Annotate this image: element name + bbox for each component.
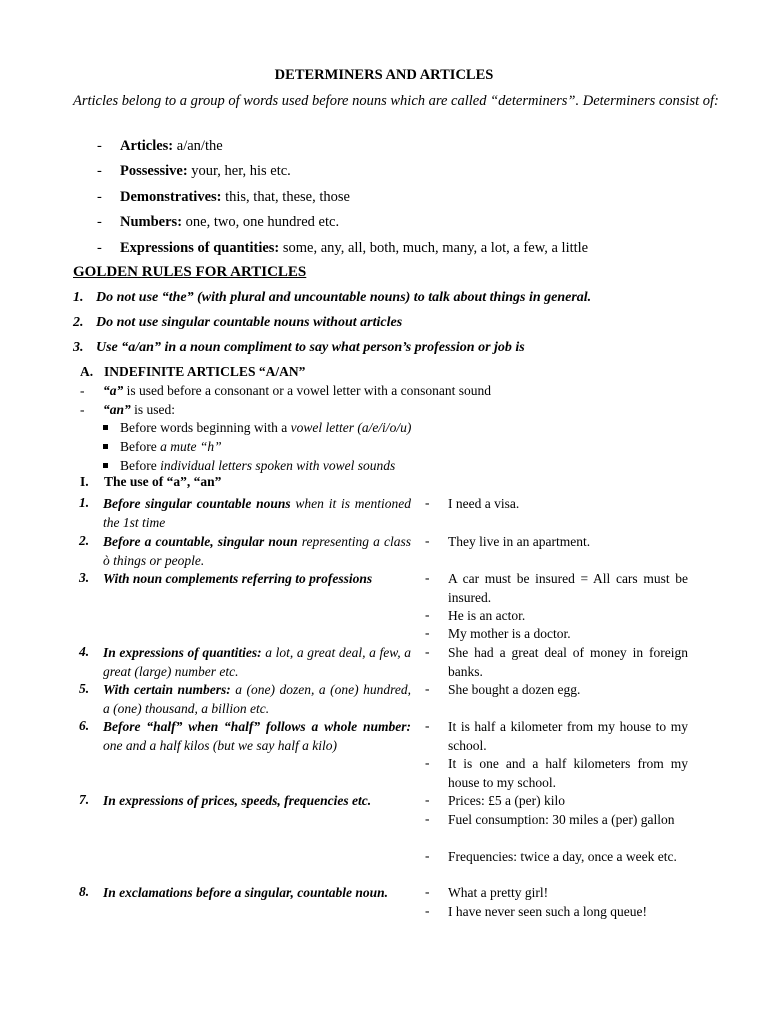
use-rule-bold: In expressions of prices, speeds, frequencies etc. xyxy=(103,793,372,808)
an-term: “an” xyxy=(103,402,131,417)
use-number: 4. xyxy=(79,644,90,659)
section-a-title: INDEFINITE ARTICLES “A/AN” xyxy=(104,364,306,379)
use-rule-detail: one and a half kilos (but we say half a kilo) xyxy=(103,737,337,753)
bullet-text: Before xyxy=(120,439,161,454)
bullet-italic: vowel letter (a/e/i/o/u) xyxy=(290,420,412,435)
use-number: 5. xyxy=(79,681,90,696)
example-text: She had a great deal of money in foreign banks. xyxy=(448,645,688,679)
use-rule-bold: Before “half” when “half” follows a whole number: xyxy=(103,719,411,734)
example-text: I need a visa. xyxy=(448,496,520,511)
golden-rule xyxy=(73,315,402,331)
rule-text: Do not use singular countable nouns without articles xyxy=(96,315,403,330)
example-text: A car must be insured = All cars must be insured. xyxy=(448,571,688,605)
example-text: Fuel consumption: 30 miles a (per) gallon xyxy=(448,812,675,827)
determiner-dash: - xyxy=(97,189,102,205)
rule-text: Do not use “the” (with plural and uncountable nouns) to talk about things in general. xyxy=(96,290,592,305)
use-rule-bold: With noun complements referring to professions xyxy=(103,571,373,586)
example-text: My mother is a doctor. xyxy=(448,626,571,641)
determiner-dash: - xyxy=(97,240,102,256)
use-rule xyxy=(103,533,411,570)
section-i-heading xyxy=(80,474,221,490)
use-rule-bold: Before a countable, singular noun xyxy=(103,534,298,549)
example-dash: - xyxy=(425,718,430,733)
use-number: 3. xyxy=(79,570,90,585)
use-rule-detail: a lot, a great deal, a few, a great (large) number etc. xyxy=(103,645,411,679)
determiner-label: Possessive: xyxy=(120,163,188,179)
example-dash: - xyxy=(425,792,430,807)
example-dash: - xyxy=(425,644,430,659)
determiner-text xyxy=(120,240,588,257)
example-text: Prices: £5 a (per) kilo xyxy=(448,793,565,808)
use-rule-bold: In expressions of quantities: xyxy=(103,645,262,660)
determiner-label: Expressions of quantities: xyxy=(120,240,280,256)
use-rule xyxy=(103,681,411,718)
rule-text: Use “a/an” in a noun compliment to say what person’s profession or job is xyxy=(96,340,525,355)
bullet-italic: a mute “h” xyxy=(160,439,222,454)
use-rule xyxy=(103,718,411,755)
determiner-label: Articles: xyxy=(120,138,174,154)
example-text: It is one and a half kilometers from my house to my school. xyxy=(448,756,688,790)
use-rule-detail: a (one) dozen, a (one) hundred, a (one) thousand, a billion etc. xyxy=(103,682,411,716)
use-rule xyxy=(103,884,411,903)
example-dash: - xyxy=(425,533,430,548)
use-rule-bold: In exclamations before a singular, countable noun. xyxy=(103,885,389,900)
section-i-title: The use of “a”, “an” xyxy=(104,474,222,489)
use-rule-bold: With certain numbers: xyxy=(103,682,231,697)
determiner-text xyxy=(120,189,350,206)
bullet-square-icon xyxy=(103,425,108,430)
page-title: DETERMINERS AND ARTICLES xyxy=(274,67,494,83)
bullet-italic: individual letters spoken with vowel sounds xyxy=(160,458,396,473)
bullet-text: Before words beginning with a xyxy=(120,420,291,435)
use-number: 6. xyxy=(79,718,90,733)
use-number: 7. xyxy=(79,792,90,807)
an-bullet-item xyxy=(103,458,395,474)
example-dash: - xyxy=(425,495,430,510)
section-a-heading xyxy=(80,364,305,380)
an-text: is used: xyxy=(130,402,176,417)
example-text: Frequencies: twice a day, once a week etc. xyxy=(448,849,677,864)
use-number: 8. xyxy=(79,884,90,899)
determiner-values: a/an/the xyxy=(173,138,223,154)
section-a-letter: A. xyxy=(80,364,94,379)
use-rule xyxy=(103,495,411,532)
intro-text: Articles belong to a group of words used before nouns which are called “determiners”. Determiners consist of: xyxy=(73,93,719,109)
use-rule xyxy=(103,792,411,811)
use-rule xyxy=(103,570,411,589)
example-text: What a pretty girl! xyxy=(448,885,549,900)
use-rule xyxy=(103,644,411,681)
example-text: I have never seen such a long queue! xyxy=(448,904,648,919)
an-bullet-item xyxy=(103,439,222,455)
golden-rule xyxy=(73,290,591,306)
bullet-text: Before xyxy=(120,458,161,473)
example-dash: - xyxy=(425,884,430,899)
rule-number: 1. xyxy=(73,290,84,305)
determiner-values: some, any, all, both, much, many, a lot, a few, a little xyxy=(279,240,589,256)
rule-number: 2. xyxy=(73,315,84,330)
determiner-values: this, that, these, those xyxy=(221,189,350,205)
determiner-dash: - xyxy=(97,163,102,179)
determiner-values: your, her, his etc. xyxy=(187,163,291,179)
golden-rule xyxy=(73,340,525,356)
an-dash: - xyxy=(80,402,85,417)
example-dash: - xyxy=(425,625,430,640)
determiner-label: Numbers: xyxy=(120,214,183,230)
a-dash: - xyxy=(80,383,85,398)
determiner-dash: - xyxy=(97,138,102,154)
example-dash: - xyxy=(425,755,430,770)
bullet-square-icon xyxy=(103,463,108,468)
example-dash: - xyxy=(425,607,430,622)
determiner-text xyxy=(120,138,223,155)
example-text: They live in an apartment. xyxy=(448,534,591,549)
an-bullet-item xyxy=(103,420,411,436)
use-rule-bold: Before singular countable nouns xyxy=(103,496,291,511)
an-usage-line xyxy=(80,402,175,418)
example-dash: - xyxy=(425,811,430,826)
a-term: “a” xyxy=(103,383,124,398)
determiner-text xyxy=(120,163,291,180)
section-i-numeral: I. xyxy=(80,474,89,489)
example-text: It is half a kilometer from my house to my school. xyxy=(448,719,688,753)
a-text: is used before a consonant or a vowel letter with a consonant sound xyxy=(123,383,492,398)
example-dash: - xyxy=(425,848,430,863)
rule-number: 3. xyxy=(73,340,84,355)
determiner-dash: - xyxy=(97,214,102,230)
use-rule-detail: representing a class ò things or people. xyxy=(103,534,411,568)
example-dash: - xyxy=(425,903,430,918)
use-number: 2. xyxy=(79,533,90,548)
bullet-square-icon xyxy=(103,444,108,449)
example-text: She bought a dozen egg. xyxy=(448,682,581,697)
example-dash: - xyxy=(425,570,430,585)
golden-rules-heading: GOLDEN RULES FOR ARTICLES xyxy=(73,264,307,280)
a-usage-line xyxy=(80,383,491,399)
determiner-label: Demonstratives: xyxy=(120,189,222,205)
use-rule-detail: when it is mentioned the 1st time xyxy=(103,496,411,530)
determiner-text xyxy=(120,214,339,231)
example-text: He is an actor. xyxy=(448,608,526,623)
example-dash: - xyxy=(425,681,430,696)
use-number: 1. xyxy=(79,495,90,510)
determiner-values: one, two, one hundred etc. xyxy=(182,214,340,230)
